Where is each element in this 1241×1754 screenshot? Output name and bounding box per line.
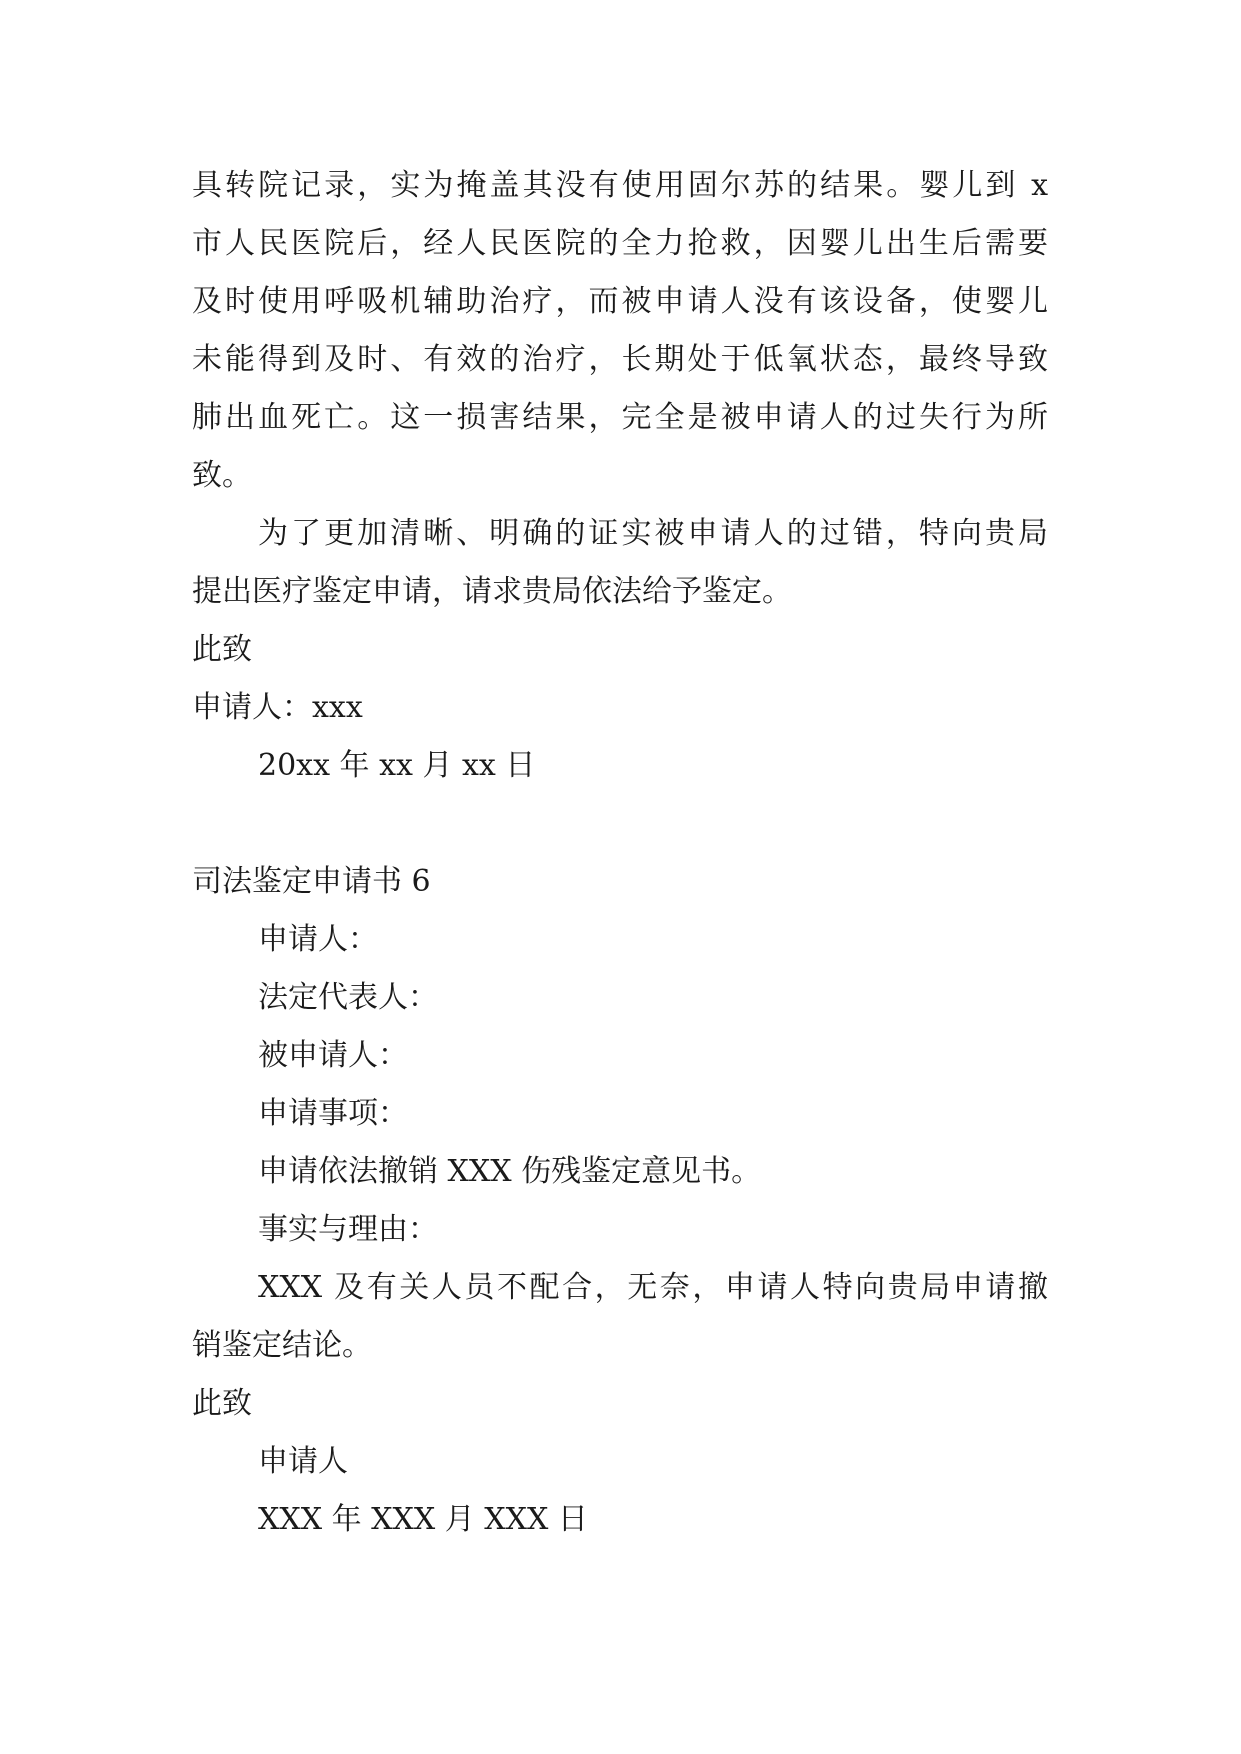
respondent-label: 被申请人： [258, 1038, 408, 1073]
legal-representative-label: 法定代表人： [258, 980, 438, 1015]
matters-text: 申请依法撤销 XXX 伤残鉴定意见书。 [258, 1154, 762, 1189]
paragraph-line: 未能得到及时、有效的治疗，长期处于低氧状态，最终导致 [192, 342, 1048, 377]
paragraph-line: 致。 [192, 458, 252, 493]
signature-date: XXX 年 XXX 月 XXX 日 [258, 1502, 588, 1537]
applicant-signature: 申请人 [258, 1444, 348, 1479]
paragraph-line: 具转院记录，实为掩盖其没有使用固尔苏的结果。婴儿到 x [192, 168, 1048, 203]
paragraph-line: XXX 及有关人员不配合，无奈，申请人特向贵局申请撤 [258, 1270, 1048, 1305]
closing-salutation: 此致 [192, 1386, 252, 1421]
paragraph-line: 市人民医院后，经人民医院的全力抢救，因婴儿出生后需要 [192, 226, 1048, 261]
paragraph-line: 为了更加清晰、明确的证实被申请人的过错，特向贵局 [258, 516, 1048, 551]
paragraph-line: 及时使用呼吸机辅助治疗，而被申请人没有该设备，使婴儿 [192, 284, 1048, 319]
paragraph-line: 肺出血死亡。这一损害结果，完全是被申请人的过失行为所 [192, 400, 1048, 435]
paragraph-line: 提出医疗鉴定申请，请求贵局依法给予鉴定。 [192, 574, 792, 609]
paragraph-line: 销鉴定结论。 [192, 1328, 372, 1363]
signature-date: 20xx 年 xx 月 xx 日 [258, 748, 536, 783]
matters-label: 申请事项： [258, 1096, 408, 1131]
applicant-signature: 申请人：xxx [192, 690, 363, 725]
section-title: 司法鉴定申请书 6 [192, 864, 431, 899]
closing-salutation: 此致 [192, 632, 252, 667]
applicant-label: 申请人： [258, 922, 378, 957]
facts-label: 事实与理由： [258, 1212, 438, 1247]
